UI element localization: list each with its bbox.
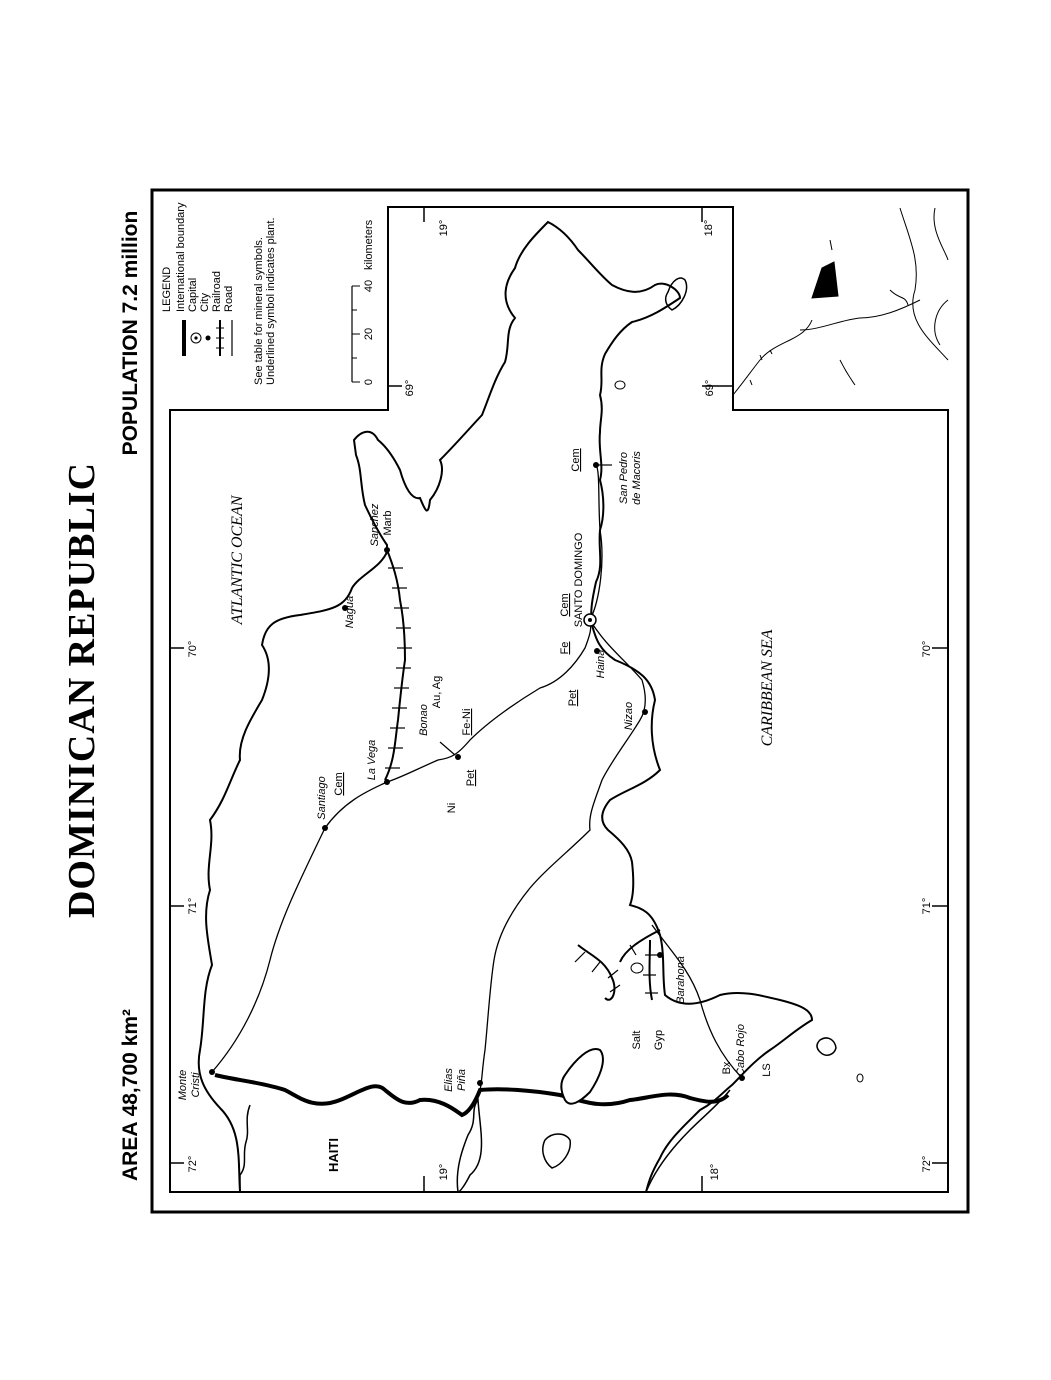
city-dot-sanchez [384, 547, 390, 553]
label-bonao: Bonao [418, 704, 430, 736]
mineral-ls: LS [761, 1063, 773, 1077]
lon-69-label-bottom: 69° [704, 379, 716, 397]
legend [161, 202, 277, 385]
label-elias-pina-2: Piña [456, 1068, 468, 1092]
beata-island [817, 1038, 836, 1055]
label-santo-domingo: SANTO DOMINGO [573, 532, 585, 628]
scale-tick-40: 40 [363, 279, 375, 293]
city-dot-barahona [657, 952, 663, 958]
legend-boundary-label: International boundary [175, 202, 187, 312]
mineral-santiago-cem: Cem [333, 772, 345, 796]
legend-city-symbol [206, 336, 211, 341]
legend-city-label: City [199, 293, 211, 312]
mineral-salt: Salt [631, 1030, 643, 1050]
bonao-arrow [440, 742, 455, 755]
map-frame [170, 207, 948, 1192]
label-elias-pina-1: Elias [443, 1068, 455, 1092]
lon-72-label-bottom: 72° [921, 1155, 933, 1173]
label-monte-cristi-1: Monte [177, 1069, 189, 1101]
railroad-ties [385, 568, 658, 993]
city-dot-monte-cristi [209, 1069, 215, 1075]
label-cabo-rojo: Cabo Rojo [735, 1024, 747, 1076]
mineral-bonao-pet: Pet [465, 769, 477, 787]
railroads [385, 550, 660, 1000]
scale-bar [352, 219, 375, 385]
legend-railroad-label: Railroad [211, 271, 223, 312]
label-haina: Haina [595, 649, 607, 679]
area-stat: AREA 48,700 km² [119, 1009, 142, 1181]
mineral-fe: Fe [559, 641, 571, 655]
legend-note-1: See table for mineral symbols. [253, 237, 265, 385]
scale-tick-0: 0 [363, 378, 375, 386]
city-dot-elias-pina [477, 1080, 483, 1086]
scale-unit: kilometers [363, 219, 375, 270]
legend-note-2: Underlined symbol indicates plant. [265, 217, 277, 385]
mineral-sanchez-marb: Marb [382, 510, 394, 536]
lat-18-label-right: 18° [703, 219, 715, 237]
catalina-island [615, 381, 625, 389]
legend-heading: LEGEND [161, 266, 173, 312]
label-nizao: Nizao [623, 701, 635, 731]
mineral-gyp: Gyp [653, 1029, 665, 1051]
lat-18-label: 18° [709, 1163, 721, 1181]
lat-19-label-right: 19° [438, 219, 450, 237]
locator-inset [733, 208, 948, 395]
roads [212, 465, 742, 1090]
alto-velo-island [857, 1074, 863, 1082]
label-santiago: Santiago [316, 776, 328, 820]
city-dot-bonao [455, 754, 461, 760]
mineral-bx: Bx [721, 1061, 733, 1075]
label-atlantic-ocean: ATLANTIC OCEAN [229, 495, 246, 625]
mineral-sd-cem: Cem [559, 593, 571, 617]
lon-70-label-bottom: 70° [921, 640, 933, 658]
haiti-coast [240, 1105, 250, 1192]
population-stat: POPULATION 7.2 million [119, 210, 142, 456]
map-title: DOMINICAN REPUBLIC [61, 461, 103, 919]
city-dot-santiago [322, 825, 328, 831]
label-barahona: Barahona [675, 956, 687, 1004]
label-san-pedro-2: de Macoris [631, 451, 643, 505]
lon-72-label: 72° [187, 1155, 199, 1173]
lon-71-label: 71° [187, 897, 199, 915]
mineral-haina-pet: Pet [567, 689, 579, 707]
legend-capital-label: Capital [187, 277, 199, 312]
lon-69-label: 69° [404, 379, 416, 397]
label-haiti: HAITI [326, 1138, 341, 1172]
mineral-sp-cem: Cem [570, 448, 582, 472]
haiti-border [215, 1075, 728, 1115]
graticule [170, 207, 948, 1192]
legend-road-label: Road [223, 285, 235, 312]
lake-enriquillo [561, 1049, 603, 1104]
lon-71-label-bottom: 71° [921, 897, 933, 915]
city-dot-la-vega [384, 779, 390, 785]
lake-azuei [543, 1134, 570, 1168]
label-nagua: Nagua [344, 595, 356, 629]
label-la-vega: La Vega [366, 739, 378, 781]
rincon-lagoon [631, 963, 643, 973]
capital-marker [584, 614, 596, 626]
mineral-fe-ni: Fe-Ni [461, 708, 473, 736]
label-sanchez: Sanchez [369, 503, 381, 547]
scale-tick-20: 20 [363, 327, 375, 341]
label-monte-cristi-2: Cristi [190, 1072, 202, 1098]
mineral-au-ag: Au, Ag [431, 675, 443, 709]
coastline [199, 219, 812, 1192]
label-san-pedro-1: San Pedro [618, 452, 630, 504]
mineral-ni: Ni [446, 802, 458, 814]
city-dot-nizao [642, 709, 648, 715]
label-caribbean-sea: CARIBBEAN SEA [759, 629, 776, 747]
lat-19-label: 19° [438, 1163, 450, 1181]
lon-70-label: 70° [187, 640, 199, 658]
